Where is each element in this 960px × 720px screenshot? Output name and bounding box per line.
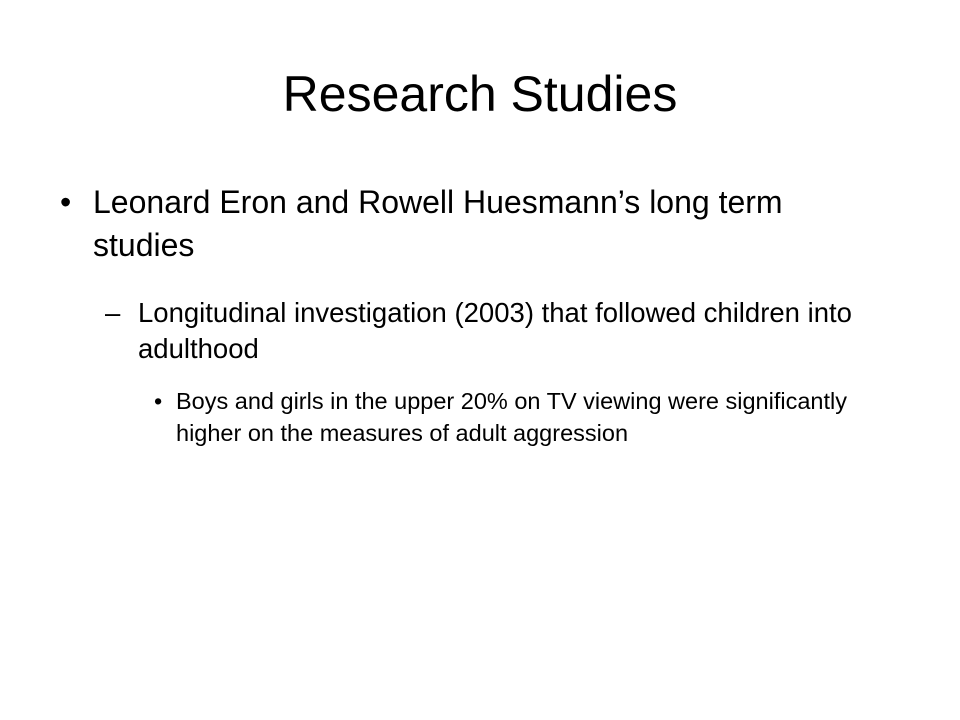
bullet-dot-icon: • bbox=[60, 184, 72, 220]
bullet-dash-icon: – bbox=[105, 297, 121, 328]
bullet-text-tv-viewing: Boys and girls in the upper 20% on TV viewing were significantly higher on the measures of adult aggression bbox=[176, 388, 847, 446]
bullet-level-2 bbox=[105, 295, 905, 367]
slide-title: Research Studies bbox=[282, 66, 678, 122]
bullet-level-3 bbox=[154, 386, 894, 449]
bullet-level-1 bbox=[60, 181, 860, 267]
bullet-text-longitudinal: Longitudinal investigation (2003) that followed children into adulthood bbox=[138, 297, 852, 364]
bullet-text-eron-huesmann: Leonard Eron and Rowell Huesmann’s long term studies bbox=[93, 184, 783, 263]
bullet-dot-icon: • bbox=[154, 388, 163, 414]
